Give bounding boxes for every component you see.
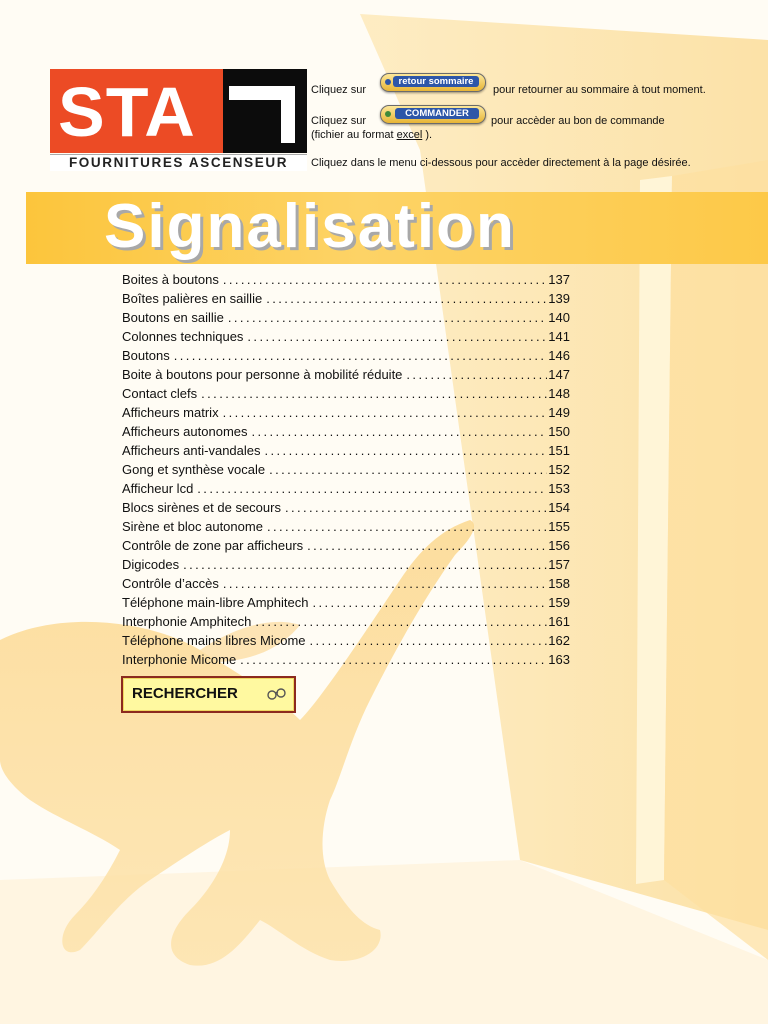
commander-button[interactable]: COMMANDER	[380, 105, 486, 124]
toc-item[interactable]: Contrôle de zone par afficheurs ..... 156	[122, 536, 570, 555]
toc-item[interactable]: Contact clefs ..... 148	[122, 384, 570, 403]
logo-red-block	[50, 69, 223, 153]
instruction-line-3: (fichier au format excel ).	[311, 129, 433, 141]
section-banner	[26, 192, 768, 264]
sta-logo	[50, 69, 307, 170]
toc-item[interactable]: Interphonie Amphitech ..... 161	[122, 612, 570, 631]
toc-item[interactable]: Afficheurs autonomes ..... 150	[122, 422, 570, 441]
rechercher-button[interactable]	[121, 676, 296, 713]
toc-item[interactable]: Blocs sirènes et de secours ..... 154	[122, 498, 570, 517]
instruction-line-1: Cliquez sur	[311, 84, 367, 96]
instruction-line-2: Cliquez sur	[311, 115, 367, 127]
toc-item[interactable]: Boutons en saillie ..... 140	[122, 308, 570, 327]
toc-item[interactable]: Boutons ..... 146	[122, 346, 570, 365]
pill-dot-icon	[385, 79, 391, 85]
toc-item[interactable]: Boite à boutons pour personne à mobilité réduite ..... 147	[122, 365, 570, 384]
toc-item[interactable]: Afficheurs matrix ..... 149	[122, 403, 570, 422]
toc-item[interactable]: Digicodes ..... 157	[122, 555, 570, 574]
toc-item[interactable]: Afficheurs anti-vandales ..... 151	[122, 441, 570, 460]
rechercher-label: RECHERCHER	[132, 685, 238, 702]
table-of-contents	[122, 270, 570, 669]
toc-item[interactable]: Contrôle d’accès ..... 158	[122, 574, 570, 593]
toc-item[interactable]: Interphonie Micome ..... 163	[122, 650, 570, 669]
logo-text: STA	[58, 73, 196, 151]
toc-item[interactable]: Téléphone mains libres Micome ..... 162	[122, 631, 570, 650]
section-title: Signalisation	[104, 192, 516, 261]
toc-item[interactable]: Boites à boutons ..... 137	[122, 270, 570, 289]
toc-item[interactable]: Afficheur lcd ..... 153	[122, 479, 570, 498]
logo-bracket-icon	[223, 69, 307, 153]
toc-item[interactable]: Sirène et bloc autonome ..... 155	[122, 517, 570, 536]
instruction-line-2-suffix: pour accèder au bon de commande	[491, 115, 665, 127]
retour-sommaire-button[interactable]: retour sommaire	[380, 73, 486, 92]
excel-link[interactable]: excel	[396, 129, 423, 141]
binoculars-icon	[266, 687, 288, 705]
toc-item[interactable]: Gong et synthèse vocale ..... 152	[122, 460, 570, 479]
toc-item[interactable]: Boîtes palières en saillie ..... 139	[122, 289, 570, 308]
logo-black-block	[223, 69, 307, 153]
instruction-line-1-suffix: pour retourner au sommaire à tout moment.	[493, 84, 706, 96]
toc-item[interactable]: Téléphone main-libre Amphitech ..... 159	[122, 593, 570, 612]
toc-item[interactable]: Colonnes techniques ..... 141	[122, 327, 570, 346]
pill-dot-icon	[385, 111, 391, 117]
logo-subtitle: FOURNITURES ASCENSEUR	[50, 154, 307, 171]
instruction-line-4: Cliquez dans le menu ci-dessous pour accèder directement à la page désirée.	[311, 157, 691, 169]
